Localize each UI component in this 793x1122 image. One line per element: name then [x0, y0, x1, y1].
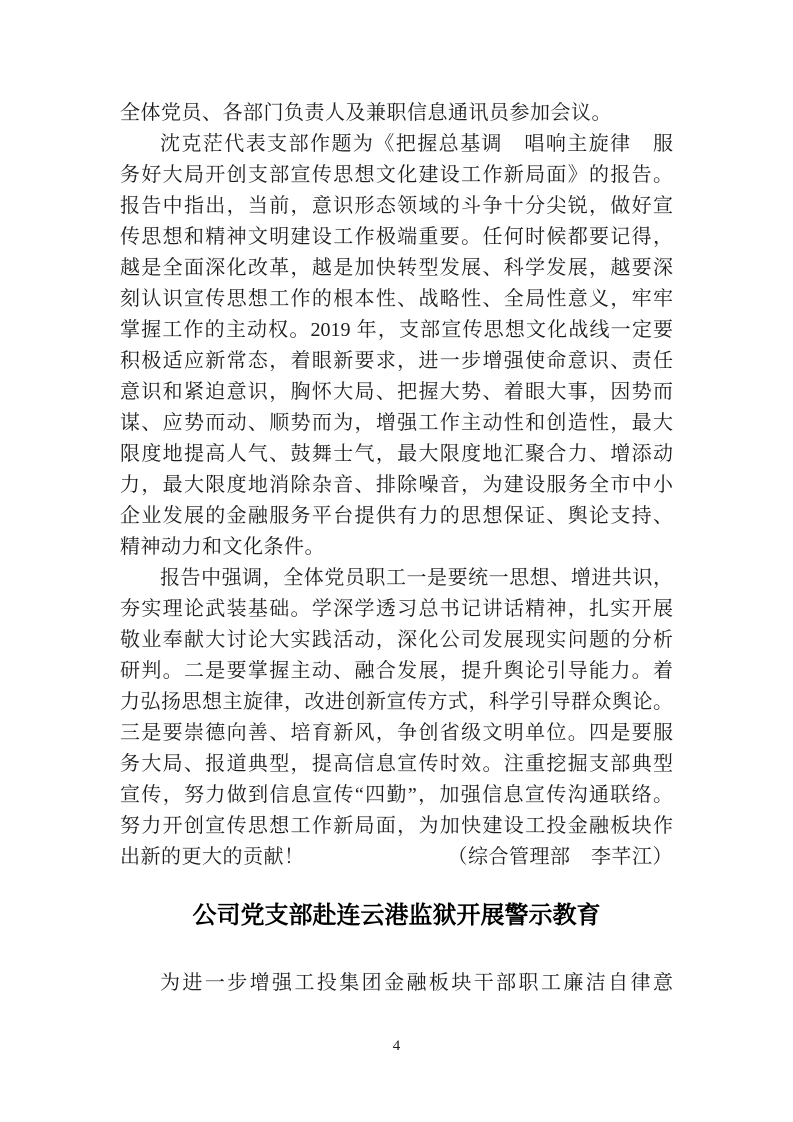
- page-text-block: [120, 98, 673, 999]
- body-text-line: 意识和紧迫意识，胸怀大局、把握大势、着眼大事，因势而: [120, 381, 673, 403]
- body-text-line: 精神动力和文化条件。: [120, 536, 325, 558]
- body-text-line: 谋、应势而动、顺势而为，增强工作主动性和创造性，最大: [120, 412, 673, 434]
- body-text-line: 越是全面深化改革，越是加快转型发展、科学发展，越要深: [120, 257, 673, 279]
- body-text-line: 务好大局开创支部宣传思想文化建设工作新局面》的报告。: [120, 164, 673, 186]
- body-text-line: 积极适应新常态，着眼新要求，进一步增强使命意识、责任: [120, 350, 673, 372]
- body-text-line: 限度地提高人气、鼓舞士气，最大限度地汇聚合力、增添动: [120, 443, 673, 465]
- article1-body: [120, 98, 673, 842]
- body-text-line: 报告中指出，当前，意识形态领域的斗争十分尖锐，做好宣: [120, 195, 673, 217]
- body-text-line: 力，最大限度地消除杂音、排除噪音，为建设服务全市中小: [120, 474, 673, 496]
- body-text-line: 传思想和精神文明建设工作极端重要。任何时候都要记得，: [120, 226, 673, 248]
- page-number: 4: [392, 1038, 401, 1054]
- body-text-line: 宣传，努力做到信息宣传“四勤”，加强信息宣传沟通联络。: [120, 784, 673, 806]
- body-text-line: 研判。二是要掌握主动、融合发展，提升舆论引导能力。着: [120, 660, 673, 682]
- body-text-line: 三是要崇德向善、培育新风，争创省级文明单位。四是要服: [120, 722, 673, 744]
- body-text-line: 全体党员、各部门负责人及兼职信息通讯员参加会议。: [120, 102, 612, 124]
- body-text-line: 力弘扬思想主旋律，改进创新宣传方式，科学引导群众舆论。: [120, 691, 673, 713]
- body-text-line: 务大局、报道典型，提高信息宣传时效。注重挖掘支部典型: [120, 753, 673, 775]
- body-text-line: 掌握工作的主动权。2019 年，支部宣传思想文化战线一定要: [120, 319, 673, 341]
- body-text-line: 夯实理论武装基础。学深学透习总书记讲话精神，扎实开展: [120, 598, 673, 620]
- attribution: （综合管理部 李芊江）: [447, 846, 673, 868]
- closing-line: [120, 842, 673, 873]
- article-heading: 公司党支部赴连云港监狱开展警示教育: [192, 902, 601, 929]
- article2-body: [120, 968, 673, 999]
- closing-text: 出新的更大的贡献！: [120, 846, 305, 868]
- body-text-line: 报告中强调，全体党员职工一是要统一思想、增进共识，: [160, 567, 673, 589]
- body-text-line: 企业发展的金融服务平台提供有力的思想保证、舆论支持、: [120, 505, 673, 527]
- body-text-line: 刻认识宣传思想工作的根本性、战略性、全局性意义，牢牢: [120, 288, 673, 310]
- body-text-line: 敬业奉献大讨论大实践活动，深化公司发展现实问题的分析: [120, 629, 673, 651]
- body-text-line: 沈克茫代表支部作题为《把握总基调 唱响主旋律 服: [160, 133, 673, 155]
- body-text-line: 努力开创宣传思想工作新局面，为加快建设工投金融板块作: [120, 815, 673, 837]
- article2-opening-line: 为进一步增强工投集团金融板块干部职工廉洁自律意: [160, 972, 673, 994]
